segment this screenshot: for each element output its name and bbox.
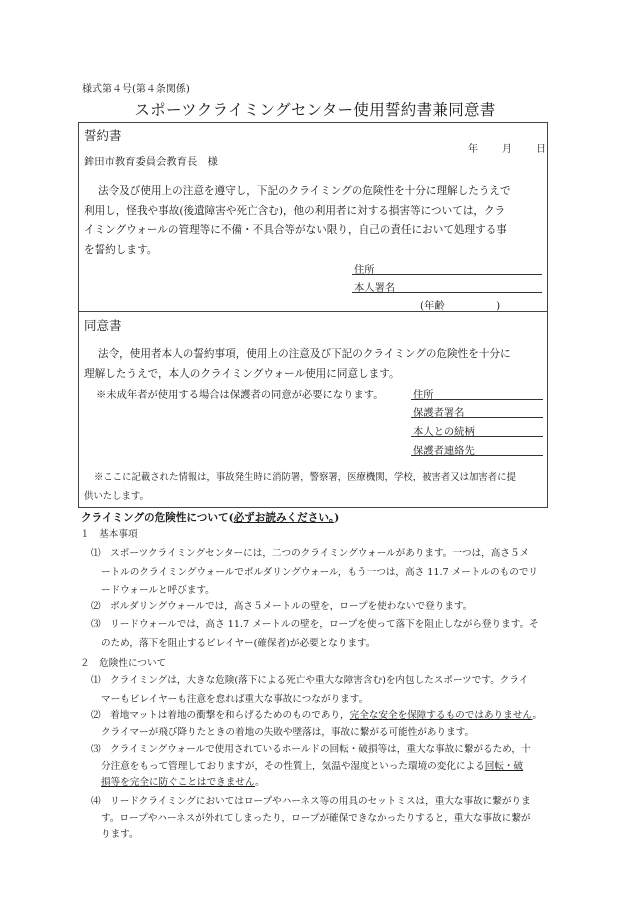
consent-heading: 同意書 — [84, 318, 122, 333]
guardian-contact-field[interactable] — [411, 455, 543, 456]
pledge-age-label: (年齢 ) — [420, 300, 501, 312]
pledge-address-label: 住所 — [354, 264, 375, 276]
danger-item-2-line: クライマーが飛び降りたときの着地の失敗や墜落は，事故に繋がる可能性があります。 — [101, 726, 475, 738]
danger-item-1-line: ⑴ クライミングは，大きな危険(落下による死亡や重大な障害含む)を内包したスポーツです。クライ — [91, 675, 529, 686]
date-year-label: 年 — [468, 144, 478, 155]
relationship-field[interactable] — [411, 436, 543, 437]
danger-item-3 — [91, 742, 531, 792]
privacy-line: 供いたします。 — [84, 491, 149, 502]
pledge-address-field[interactable] — [352, 274, 542, 275]
guardian-contact-label: 保護者連絡先 — [413, 445, 475, 457]
consent-body — [84, 345, 511, 384]
danger-item-2-line: ⑵ 着地マットは着地の衝撃を和らげるためのものであり，完全な安全を保障するものではありません。 — [91, 710, 543, 721]
basic-item-1 — [91, 545, 538, 601]
pledge-body — [84, 182, 511, 260]
date-month-label: 月 — [502, 144, 512, 155]
danger-heading: クライミングの危険性について(必ずお読みください。) — [81, 512, 340, 524]
basic-item-1-line: ードウォールと呼びます。 — [101, 585, 215, 596]
consent-line: 理解したうえで，本人のクライミングウォール使用に同意します。 — [84, 367, 400, 380]
danger-item-1-line: マーもビレイヤーも注意を怠れば重大な事故につながります。 — [101, 693, 369, 705]
page-title: スポーツクライミングセンター使用誓約書兼同意書 — [134, 101, 496, 119]
pledge-signature-field[interactable] — [352, 292, 542, 293]
consent-address-label: 住所 — [413, 389, 434, 401]
danger-item-4-line: す。ロープやハーネスが外れてしまったり，ロープが確保できなかったりすると，重大な事故に繋が — [101, 812, 531, 824]
minor-note: ※未成年者が使用する場合は保護者の同意が必要になります。 — [96, 389, 384, 401]
date-day-label: 日 — [536, 144, 546, 155]
danger-item-3-line: 損等を完全に防ぐことはできません。 — [101, 777, 265, 788]
danger-item-4 — [91, 794, 531, 844]
addressee: 鉾田市教育委員会教育長 様 — [84, 156, 218, 168]
basic-item-3-line: のため，落下を阻止するビレイヤー(確保者)が必要となります。 — [101, 637, 376, 649]
basic-item-3-line: ⑶ リードウォールでは，高さ 11.7 メートルの壁を，ロープを使って落下を阻止しながら登ります。そ — [91, 619, 539, 630]
basic-item-2: ⑵ ボルダリングウォールでは，高さ５メートルの壁を，ロープを使わないで登ります。 — [91, 601, 473, 612]
privacy-line: ※ここに記載された情報は，事故発生時に消防署，警察署，医療機関，学校，被害者又は加害者に提 — [94, 472, 516, 483]
form-number: 様式第４号(第４条関係) — [82, 84, 190, 95]
danger-item-2 — [91, 708, 542, 741]
pledge-line: を誓約します。 — [84, 243, 158, 256]
danger-item-3-line: ⑶ クライミングウォールで使用されているホールドの回転・破損等は，重大な事故に繋がるため，十 — [91, 744, 531, 755]
danger-section-title: ２ 危険性について — [80, 658, 167, 669]
basic-item-1-line: ⑴ スポーツクライミングセンターには，二つのクライミングウォールがあります。一つは，高さ５メ — [91, 548, 530, 559]
pledge-line: 法令及び使用上の注意を遵守し，下記のクライミングの危険性を十分に理解したうえで — [98, 185, 511, 197]
pledge-signature-label: 本人署名 — [354, 282, 396, 294]
danger-item-3-line: 分注意をもって管理しておりますが，その性質上，気温や湿度といった環境の変化による回転・破 — [101, 760, 524, 772]
guardian-signature-label: 保護者署名 — [413, 407, 465, 419]
basic-item-3 — [91, 616, 539, 653]
basic-item-1-line: ートルのクライミングウォールでボルダリングウォール，もう一つは，高さ 11.7 メートルのものでリ — [101, 566, 539, 578]
consent-line: 法令，使用者本人の誓約事項，使用上の注意及び下記のクライミングの危険性を十分に — [98, 348, 511, 360]
guardian-signature-field[interactable] — [411, 417, 543, 418]
privacy-note — [84, 468, 516, 506]
danger-item-4-line: ⑷ リードクライミングにおいてはロープやハーネス等の用具のセットミスは，重大な事故に繋がりま — [91, 796, 531, 807]
danger-item-1 — [91, 672, 528, 709]
danger-item-4-line: ります。 — [101, 829, 139, 840]
basic-section-title: １ 基本事項 — [80, 529, 138, 540]
pledge-line: 利用し，怪我や事故(後遺障害や死亡含む)，他の利用者に対する損害等については，クラ — [84, 204, 506, 217]
pledge-line: イミングウォールの管理等に不備・不具合等がない限り，自己の責任において処理する事 — [84, 224, 507, 236]
consent-address-field[interactable] — [411, 399, 543, 400]
pledge-heading: 誓約書 — [84, 128, 122, 143]
pledge-consent-box — [78, 122, 548, 508]
relationship-label: 本人との続柄 — [413, 426, 475, 438]
